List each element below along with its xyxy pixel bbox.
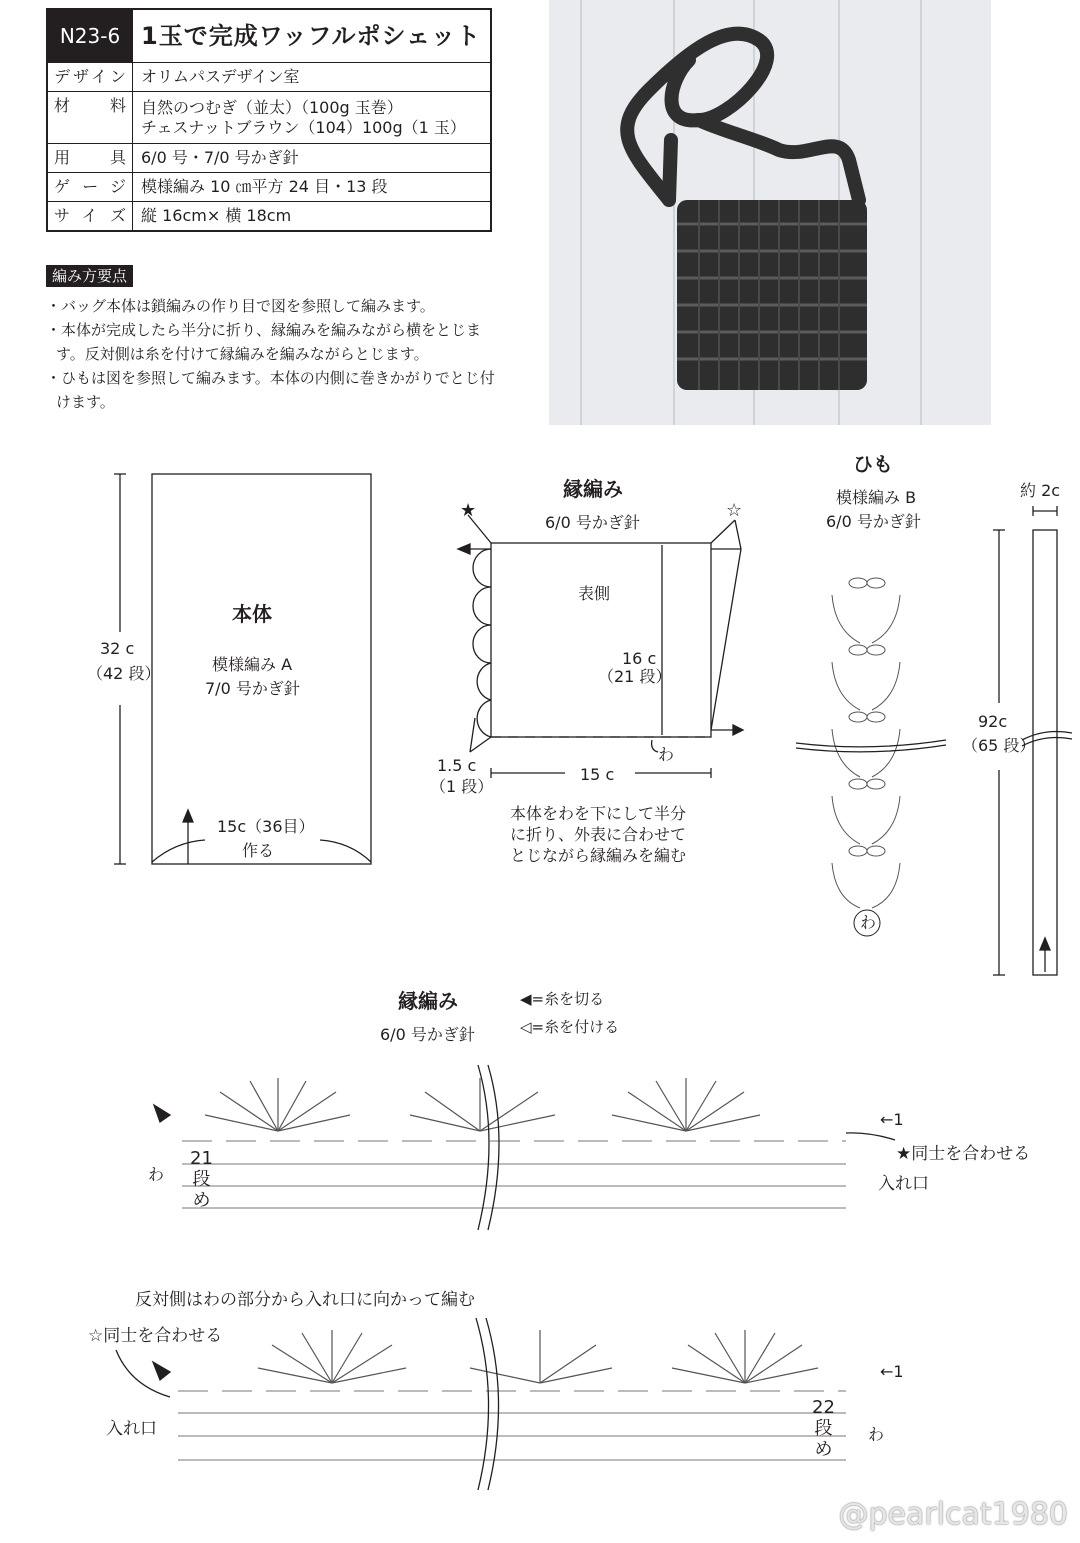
- chart1-row-label: [190, 1148, 213, 1211]
- row-label-part: 22: [812, 1397, 835, 1418]
- chart-hook: 6/0 号かぎ針: [380, 1025, 475, 1044]
- chart2-row-label: [812, 1397, 835, 1460]
- strap-ring: わ: [860, 913, 877, 932]
- legend-attach-yarn: [520, 1016, 619, 1038]
- product-photo: [549, 0, 991, 425]
- spec-value-tools: 6/0 号・7/0 号かぎ針: [133, 144, 492, 173]
- body-height: 32 c: [100, 639, 135, 658]
- row-label-part: め: [192, 1190, 211, 1211]
- body-pattern: 模様編み A: [212, 655, 293, 674]
- body-width: 15c（36目）: [217, 817, 315, 836]
- chart2-caption: 反対側はわの部分から入れ口に向かって編む: [135, 1290, 475, 1310]
- chart1-fold: わ: [148, 1165, 165, 1184]
- edging-side: 表側: [578, 584, 611, 603]
- edging-fold: わ: [658, 745, 675, 764]
- spec-value-material: [133, 92, 492, 144]
- pattern-code: N23-6: [47, 9, 133, 63]
- strap-pattern: 模様編み B: [836, 488, 917, 507]
- spec-value-design: オリムパスデザイン室: [133, 63, 492, 92]
- edging-edge-width: 1.5 c: [437, 756, 477, 775]
- row-label-part: 段: [192, 1169, 211, 1190]
- chart1-start: ←1: [880, 1110, 904, 1129]
- chart2-note: ☆同士を合わせる: [88, 1326, 223, 1346]
- instruction-line: とじながら縁編みを編む: [510, 846, 687, 865]
- legend-cut-yarn: [520, 988, 604, 1010]
- note-item: ・バッグ本体は鎖編みの作り目で図を参照して編みます。: [46, 297, 435, 315]
- edging-height-rows: （21 段）: [598, 667, 672, 686]
- instruction-line: 本体をわを下にして半分: [510, 804, 687, 823]
- bag-photo-illustration: [549, 0, 991, 425]
- chart2-start: ←1: [880, 1362, 904, 1381]
- note-item: ・ひもは図を参照して編みます。本体の内側に巻きかがりでとじ付けます。: [46, 369, 495, 411]
- row-label-part: め: [814, 1439, 833, 1460]
- star-filled-icon: ★: [460, 500, 477, 521]
- strap-length-rows: （65 段）: [962, 736, 1036, 755]
- material-line-1: 自然のつむぎ（並太）（100g 玉巻）: [141, 97, 403, 117]
- spec-label-material: 材 料: [47, 92, 133, 144]
- chart2-fold: わ: [868, 1425, 885, 1444]
- edging-width: 15 c: [580, 765, 615, 784]
- material-line-2: チェスナットブラウン（104）100g（1 玉）: [141, 117, 466, 137]
- instruction-line: に折り、外表に合わせて: [510, 825, 687, 844]
- strap-width: 約 2c: [1020, 481, 1061, 500]
- strap-length: 92c: [978, 712, 1008, 731]
- row-label-part: 21: [190, 1148, 213, 1169]
- chart-title: 縁編み: [398, 989, 458, 1013]
- open-triangle-icon: ◁: [520, 1018, 532, 1036]
- strap-title: ひも: [853, 452, 893, 476]
- spec-value-size: 縦 16cm× 横 18cm: [133, 202, 492, 231]
- star-open-icon: ☆: [726, 500, 743, 521]
- row-label-part: 段: [814, 1418, 833, 1439]
- spec-label-size: サイズ: [47, 202, 133, 231]
- pattern-title: 1玉で完成ワッフルポシェット: [133, 9, 492, 63]
- edging-edge-rows: （1 段）: [430, 777, 494, 796]
- legend-label: =糸を切る: [531, 990, 605, 1008]
- chart1-note: ★同士を合わせる: [896, 1144, 1031, 1164]
- edging-title: 縁編み: [563, 477, 623, 501]
- watermark: @pearlcat1980: [838, 1497, 1068, 1532]
- notes-list: [46, 294, 496, 414]
- body-height-rows: （42 段）: [87, 664, 161, 683]
- edging-hook: 6/0 号かぎ針: [545, 513, 640, 532]
- spec-value-gauge: 模様編み 10 ㎝平方 24 目・13 段: [133, 173, 492, 202]
- body-hook: 7/0 号かぎ針: [205, 679, 300, 698]
- chart1-opening: 入れ口: [878, 1174, 929, 1194]
- edging-height: 16 c: [622, 649, 657, 668]
- spec-label-tools: 用 具: [47, 144, 133, 173]
- notes-heading: 編み方要点: [46, 265, 133, 287]
- filled-triangle-icon: ◀: [520, 990, 532, 1008]
- body-title: 本体: [232, 602, 272, 626]
- spec-label-design: デザイン: [47, 63, 133, 92]
- legend-label: =糸を付ける: [531, 1018, 620, 1036]
- note-item: ・本体が完成したら半分に折り、縁編みを編みながら横をとじます。反対側は糸を付けて縁編みを編みながらとじます。: [46, 321, 482, 363]
- edging-instructions: [510, 803, 686, 866]
- spec-label-gauge: ゲージ: [47, 173, 133, 202]
- body-cast-on: 作る: [242, 841, 275, 860]
- spec-table: [46, 8, 492, 232]
- strap-hook: 6/0 号かぎ針: [826, 512, 921, 531]
- chart2-opening: 入れ口: [106, 1419, 157, 1439]
